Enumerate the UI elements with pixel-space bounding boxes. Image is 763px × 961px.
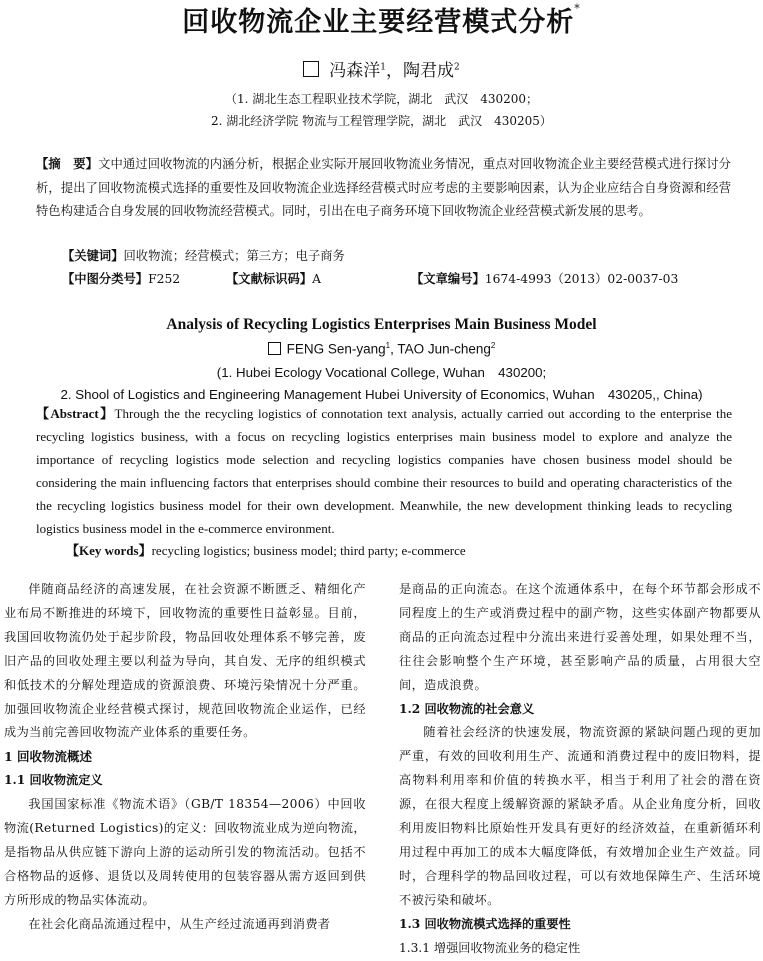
body-column-right (399, 578, 761, 961)
english-title: Analysis of Recycling Logistics Enterprises Main Business Model (166, 316, 597, 333)
body-paragraph: 随着社会经济的快速发展，物流资源的紧缺问题凸现的更加严重，有效的回收利用生产、流通和消费过程中的废旧物料，提高物料利用率和价值的转换水平，相当于利用了社会的潜在资源，在很大程度上缓解资源的紧缺矛盾。从企业角度分析，回收利用废旧物料比原始性开发具有更好的经济效益，在重新循环利用过程中再加工的成本大幅度降低，有效增加企业生产效益。同时，合理科学的物品回收过程，可以有效地保障生产、生活环境不被污染和破坏。 (399, 725, 761, 907)
body-paragraph: 是商品的正向流态。在这个流通体系中，在每个环节都会形成不同程度上的生产或消费过程中的副产物，这些实体副产物都要从商品的正向流态过程中分流出来进行妥善处理，如果处理不当，往往会影响整个生产环境，甚至影响产品的质量，占用很大空间，造成浪费。 (399, 582, 761, 692)
authors-cn: 冯森洋$^1$，陶君成$^2$ (0, 56, 763, 81)
abstract-en-label: 【Abstract】 (36, 406, 115, 421)
keywords-en: 【Key words】recycling logistics; business model; third party; e-commerce (66, 543, 466, 558)
subsection-heading: 1.2 回收物流的社会意义 (399, 701, 535, 716)
authors-en: FENG Sen-yang$^1$, TAO Jun-cheng$^2$ (0, 341, 763, 357)
document-code: 【文献标识码】A (226, 271, 321, 286)
abstract-cn (36, 152, 731, 224)
body-paragraph: 伴随商品经济的高速发展，在社会资源不断匮乏、精细化产业布局不断推进的环境下，回收物流的重要性日益彰显。目前，我国回收物流仍处于起步阶段，物品回收处理体系不够完善，废旧产品的回收处理主要以利益为导向，其自发、无序的组织模式和低技术的分解处理造成的资源浪费、环境污染情况十分严重。加强回收物流企业经营模式探讨，规范回收物流企业运作，已经成为当前完善回收物流产业体系的重要任务。 (4, 582, 366, 740)
box-icon (268, 342, 281, 355)
abstract-cn-text: 文中通过回收物流的内涵分析，根据企业实际开展回收物流业务情况，重点对回收物流企业主要经营模式进行探讨分析，提出了回收物流模式选择的重要性及回收物流企业选择经营模式时应考虑的主要影响因素，认为企业应结合自身资源和经营特色构建适合自身发展的回收物流经营模式。同时，引出在电子商务环境下回收物流企业经营模式新发展的思考。 (36, 157, 731, 218)
subsection-heading: 1.3 回收物流模式选择的重要性 (399, 916, 571, 931)
article-number: 【文章编号】1674-4993（2013）02-0037-03 (411, 271, 679, 286)
affiliation-en-1: (1. Hubei Ecology Vocational College, Wuhan 430200; (216, 365, 547, 380)
affiliation-en-2: 2. Shool of Logistics and Engineering Management Hubei University of Economics, Wuhan 430205,, China) (60, 387, 703, 402)
affiliation-2: 2. 湖北经济学院 物流与工程管理学院，湖北 武汉 430205） (211, 114, 552, 128)
subsubsection-heading: 1.3.1 增强回收物流业务的稳定性 (399, 940, 581, 955)
keywords-cn: 【关键词】回收物流；经营模式；第三方；电子商务 (62, 248, 345, 263)
body-paragraph: 我国国家标准《物流术语》（GB/T 18354—2006）中回收物流(Returned Logistics)的定义：回收物流业成为逆向物流，是指物品从供应链下游向上游的运动所引发的物流活动。包括不合格物品的返修、退货以及周转使用的包装容器从需方返回到供方所形成的物品实体流动。 (4, 797, 366, 907)
abstract-en-text: Through the the recycling logistics of connotation text analysis, actually carried out according to the enterprise the recycling logistics business, with a focus on recycling logistics enterprises main business model to explore and analyze the importance of recycling logistics mode selection and recycling logistics companies have chosen business model should be considering the main influencing factors that enterprises should combine their resources to build and operating characteristics of the the recycling logistics business model for their own development. Meanwhile, the new development thinking leads to recycling logistics business model in the e-commerce environment. (36, 406, 732, 536)
box-icon (303, 61, 319, 77)
subsection-heading: 1.1 回收物流定义 (4, 773, 103, 788)
body-paragraph: 在社会化商品流通过程中，从生产经过流通再到消费者 (28, 916, 331, 931)
paper-title: 回收物流企业主要经营模式分析* (182, 2, 581, 38)
clc-number: 【中图分类号】F252 (62, 271, 181, 286)
title-footnote-mark: * (574, 2, 581, 15)
body-column-left (4, 578, 366, 937)
affiliation-1: （1. 湖北生态工程职业技术学院，湖北 武汉 430200； (224, 92, 539, 106)
section-heading: 1 回收物流概述 (4, 749, 93, 765)
abstract-en (36, 403, 732, 540)
abstract-cn-label: 【摘 要】 (36, 156, 99, 171)
